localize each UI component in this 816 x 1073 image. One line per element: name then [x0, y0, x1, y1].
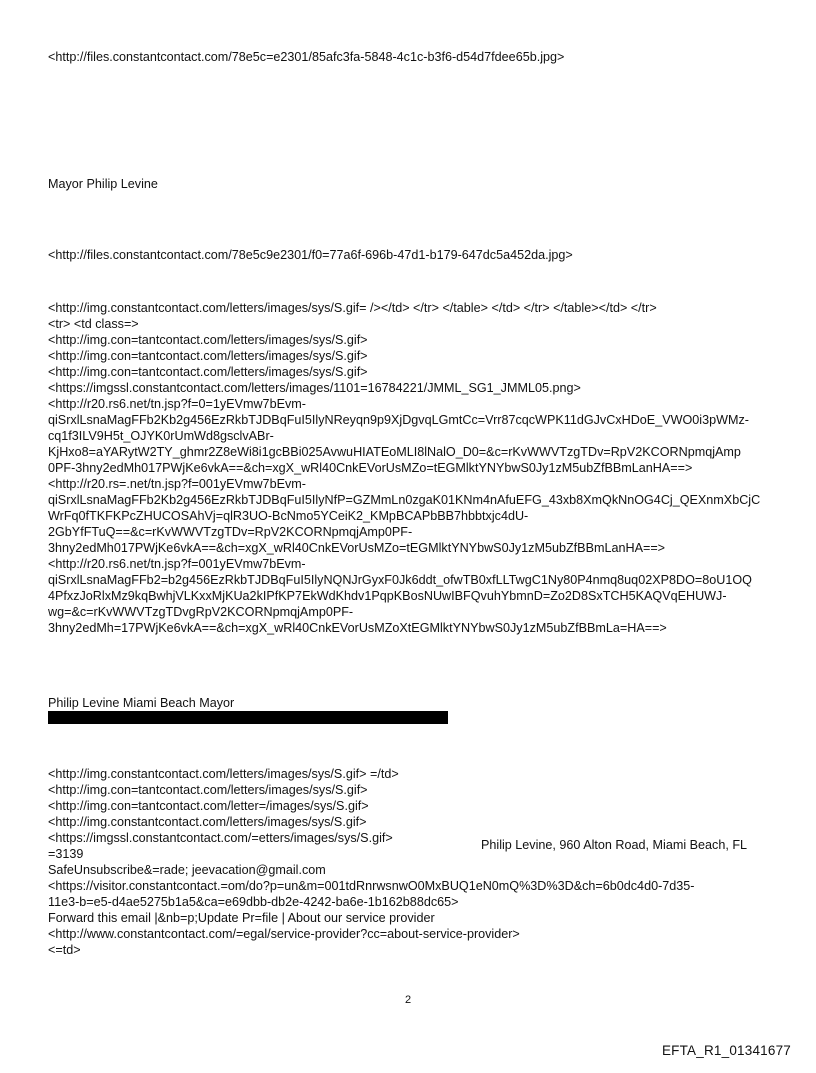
source-line: <http://img.con=tantcontact.com/letters/images/sys/S.gif>: [48, 333, 368, 347]
source-line: =3139: [48, 847, 84, 861]
source-line: <http://img.constantcontact.com/letters/images/sys/S.gif> =/td>: [48, 767, 399, 781]
source-line: 11e3-b=e5-d4ae5275b1a5&ca=e69dbb-db2e-4242-ba6e-1b162b88dc65>: [48, 895, 459, 909]
mayor-name: Mayor Philip Levine: [48, 177, 158, 191]
source-line: Forward this email |&nb=p;Update Pr=file | About our service provider: [48, 911, 435, 925]
redaction-bar: [48, 711, 448, 724]
source-line: 2GbYfFTuQ==&c=rKvWWVTzgTDv=RpV2KCORNpmqjAmp0PF-: [48, 525, 413, 539]
page-number: 2: [404, 994, 412, 1006]
source-line: KjHxo8=aYARytW2TY_ghmr2Z8eWi8i1gcBBi025AvwuHIATEoMLI8lNalO_D0=&c=rKvWWVTzgTDv=RpV2KCORNpmqjAmp: [48, 445, 741, 459]
source-line: <http://img.constantcontact.com/letters/images/sys/S.gif>: [48, 815, 367, 829]
html-source-block-2: [48, 766, 788, 958]
source-line: <https://imgssl.constantcontact.com/=etters/images/sys/S.gif>: [48, 831, 393, 845]
source-line: <http://img.con=tantcontact.com/letter=/images/sys/S.gif>: [48, 799, 369, 813]
source-line: WrFq0fTKFKPcZHUCOSAhVj=qlR3UO-BcNmo5YCeiK2_KMpBCAPbBB7hbbtxjc4dU-: [48, 509, 529, 523]
sender-address: Philip Levine, 960 Alton Road, Miami Beach, FL: [481, 838, 748, 852]
html-source-block-1: [48, 300, 788, 636]
source-line: <http://img.constantcontact.com/letters/images/sys/S.gif= /></td> </tr> </table> </td> </tr> </table></td> </tr>: [48, 301, 657, 315]
source-line: qiSrxlLsnaMagFFb2Kb2g456EzRkbTJDBqFuI5IlyNfP=GZMmLn0zgaK01KNm4nAfuEFG_43xb8XmQkNnOG4Cj_QEXnmXbCjC: [48, 493, 761, 507]
source-line: 4PfxzJoRlxMz9kqBwhjVLKxxMjKUa2kIPfKP7EkWdKhdv1PqpKBosNUwIBFQvuhYbmnD=Zo2D8SxTCH5KAQVqEHUWJ-: [48, 589, 727, 603]
top-image-link: <http://files.constantcontact.com/78e5c=e2301/85afc3fa-5848-4c1c-b3f6-d54d7fdee65b.jpg>: [48, 50, 565, 64]
source-line: <http://r20.rs6.net/tn.jsp?f=001yEVmw7bEvm-: [48, 557, 306, 571]
source-line: <http://r20.rs=.net/tn.jsp?f=001yEVmw7bEvm-: [48, 477, 306, 491]
source-line: qiSrxlLsnaMagFFb2Kb2g456EzRkbTJDBqFuI5IlyNReyqn9p9XjDgvqLGmtCc=Vrr87cqcWPK11dGJvCxHDoE_VWO0i3pWMz-: [48, 413, 749, 427]
source-line: <http://img.con=tantcontact.com/letters/images/sys/S.gif>: [48, 783, 368, 797]
bates-number: EFTA_R1_01341677: [661, 1043, 791, 1058]
source-line: 3hny2edMh=17PWjKe6vkA==&ch=xgX_wRl40CnkEVorUsMZoXtEGMlktYNYbwS0Jy1zM5ubZfBBmLa=HA==>: [48, 621, 667, 635]
second-image-link: <http://files.constantcontact.com/78e5c9e2301/f0=77a6f-696b-47d1-b179-647dc5a452da.jpg>: [48, 248, 573, 262]
source-line: <https://visitor.constantcontact.=om/do?p=un&m=001tdRnrwsnwO0MxBUQ1eN0mQ%3D%3D&ch=6b0dc4d0-7d35-: [48, 879, 695, 893]
source-line: <http://www.constantcontact.com/=egal/service-provider?cc=about-service-provider>: [48, 927, 520, 941]
source-line: <tr> <td class=>: [48, 317, 139, 331]
source-line: 0PF-3hny2edMh017PWjKe6vkA==&ch=xgX_wRl40CnkEVorUsMZo=tEGMlktYNYbwS0Jy1zM5ubZfBBmLanHA==>: [48, 461, 693, 475]
source-line: SafeUnsubscribe&=rade; jeevacation@gmail.com: [48, 863, 326, 877]
source-line: 3hny2edMh017PWjKe6vkA==&ch=xgX_wRl40CnkEVorUsMZo=tEGMlktYNYbwS0Jy1zM5ubZfBBmLanHA==>: [48, 541, 666, 555]
source-line: <https://imgssl.constantcontact.com/letters/images/1101=16784221/JMML_SG1_JMML05.png>: [48, 381, 581, 395]
source-line: <http://r20.rs6.net/tn.jsp?f=0=1yEVmw7bEvm-: [48, 397, 306, 411]
source-line: wg=&c=rKvWWVTzgTDvgRpV2KCORNpmqjAmp0PF-: [48, 605, 354, 619]
signature: Philip Levine Miami Beach Mayor: [48, 696, 235, 710]
source-line: qiSrxlLsnaMagFFb2=b2g456EzRkbTJDBqFuI5IlyNQNJrGyxF0Jk6ddt_ofwTB0xfLLTwgC1Ny80P4nmq8uq02XP8DO=8oU1OQ: [48, 573, 752, 587]
source-line: <http://img.con=tantcontact.com/letters/images/sys/S.gif>: [48, 349, 368, 363]
source-line: <=td>: [48, 943, 81, 957]
source-line: <http://img.con=tantcontact.com/letters/images/sys/S.gif>: [48, 365, 368, 379]
source-line: cq1f3ILV9H5t_OJYK0rUmWd8gsclvABr-: [48, 429, 274, 443]
